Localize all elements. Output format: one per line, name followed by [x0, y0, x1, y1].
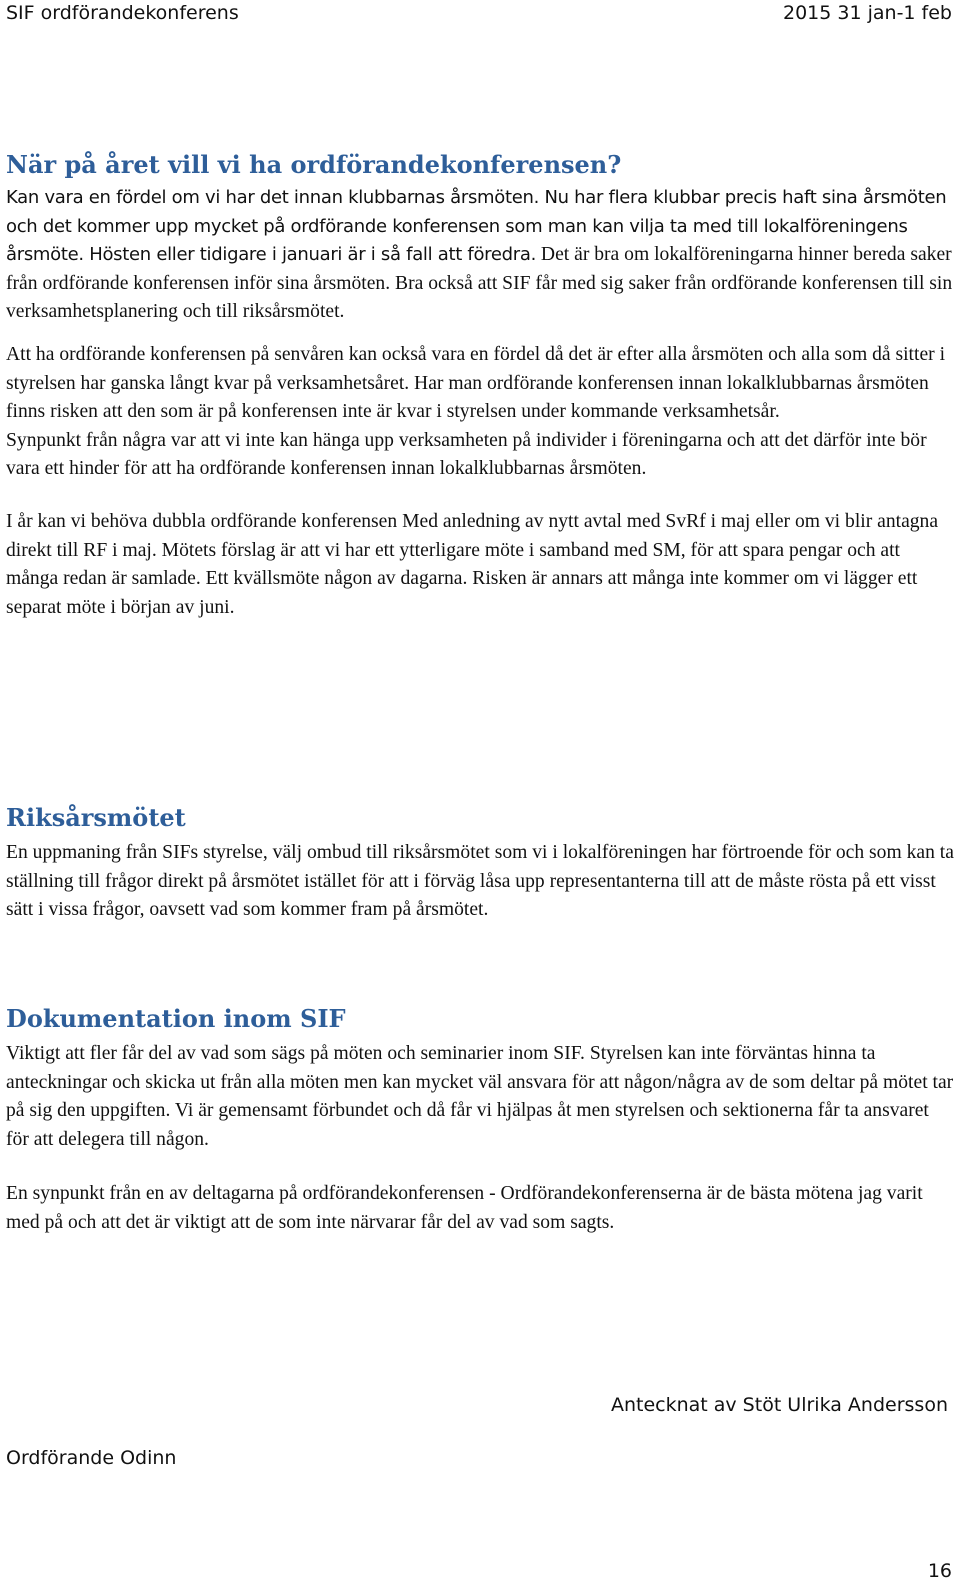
paragraph: I år kan vi behöva dubbla ordförande konferensen Med anledning av nytt avtal med SvRf i maj eller om vi blir antagna direkt till RF i maj. Mötets förslag är att vi har ett ytterligare möte i samband med SM, för att spara pengar och att många redan är samlade. Ett kvällsmöte någon av dagarna. Risken är annars att många inte kommer om vi lägger ett separat möte i början av juni. [6, 510, 939, 618]
paragraph: Att ha ordförande konferensen på senvåren kan också vara en fördel då det är efter alla årsmöten och alla som då sitter i styrelsen har ganska långt kvar på verksamhetsåret. Har man ordförande konferensen innan lokalklubbarnas årsmöten finns risken att den som är på konferensen inte är kvar i styrelsen under kommande verksamhetsår. [6, 343, 946, 423]
section-when-conference [6, 150, 956, 622]
paragraph: Synpunkt från några var att vi inte kan hänga upp verksamheten på individer i föreningarna och att det därför inte bör vara ett hinder för att ha ordförande konferensen innan lokalklubbarnas årsmöten. [6, 429, 927, 480]
section-heading: Dokumentation inom SIF [6, 1004, 346, 1033]
chair-signature: Ordförande Odinn [6, 1447, 177, 1469]
paragraph-sans-part: Kan vara en fördel om vi har det innan klubbarnas årsmöten. Nu har flera klubbar precis haft sina årsmöten och det kommer upp mycket på ordförande konferensen som man kan vilja ta med till lokalföreningens årsmöte. Hösten eller tidigare i januari är i så fall att föredra. [6, 187, 947, 266]
section-heading: När på året vill vi ha ordförandekonferensen? [6, 150, 622, 179]
header-title: SIF ordförandekonferens [6, 2, 239, 24]
section-riksarsmotet [6, 803, 956, 925]
header-date: 2015 31 jan-1 feb [783, 2, 952, 24]
section-dokumentation [6, 1004, 956, 1238]
paragraph-serif-part: Det är bra om lokalföreningarna hinner bereda saker från ordförande konferensen inför sina årsmöten. Bra också att SIF får med sig saker från ordförande konferensen till sin verksamhetsplanering och till riksårsmötet. [6, 244, 953, 323]
paragraph: En uppmaning från SIFs styrelse, välj ombud till riksårsmötet som vi i lokalföreningen har förtroende för och som kan ta ställning till frågor direkt på årsmötet istället för att i förväg låsa upp representanterna till att de måste rösta på ett visst sätt i vissa frågor, oavsett vad som kommer fram på årsmötet. [6, 842, 954, 921]
paragraph: Viktigt att fler får del av vad som sägs på möten och seminarier inom SIF. Styrelsen kan inte förväntas hinna ta anteckningar och skicka ut från alla möten men kan mycket väl ansvara för att någon/några av de som deltar på mötet tar på sig den uppgiften. Vi är gemensamt förbundet och då får vi hjälpas åt men styrelsen och sektionerna får ta ansvaret för att delegera till någon. [6, 1043, 954, 1150]
noted-by: Antecknat av Stöt Ulrika Andersson [610, 1394, 948, 1416]
paragraph: En synpunkt från en av deltagarna på ordförandekonferensen - Ordförandekonferenserna är de bästa mötena jag varit med på och att det är viktigt att de som inte närvarar får del av vad som sagts. [6, 1183, 923, 1233]
section-heading: Riksårsmötet [6, 803, 186, 832]
page-number: 16 [927, 1560, 952, 1582]
paragraph [6, 184, 956, 327]
